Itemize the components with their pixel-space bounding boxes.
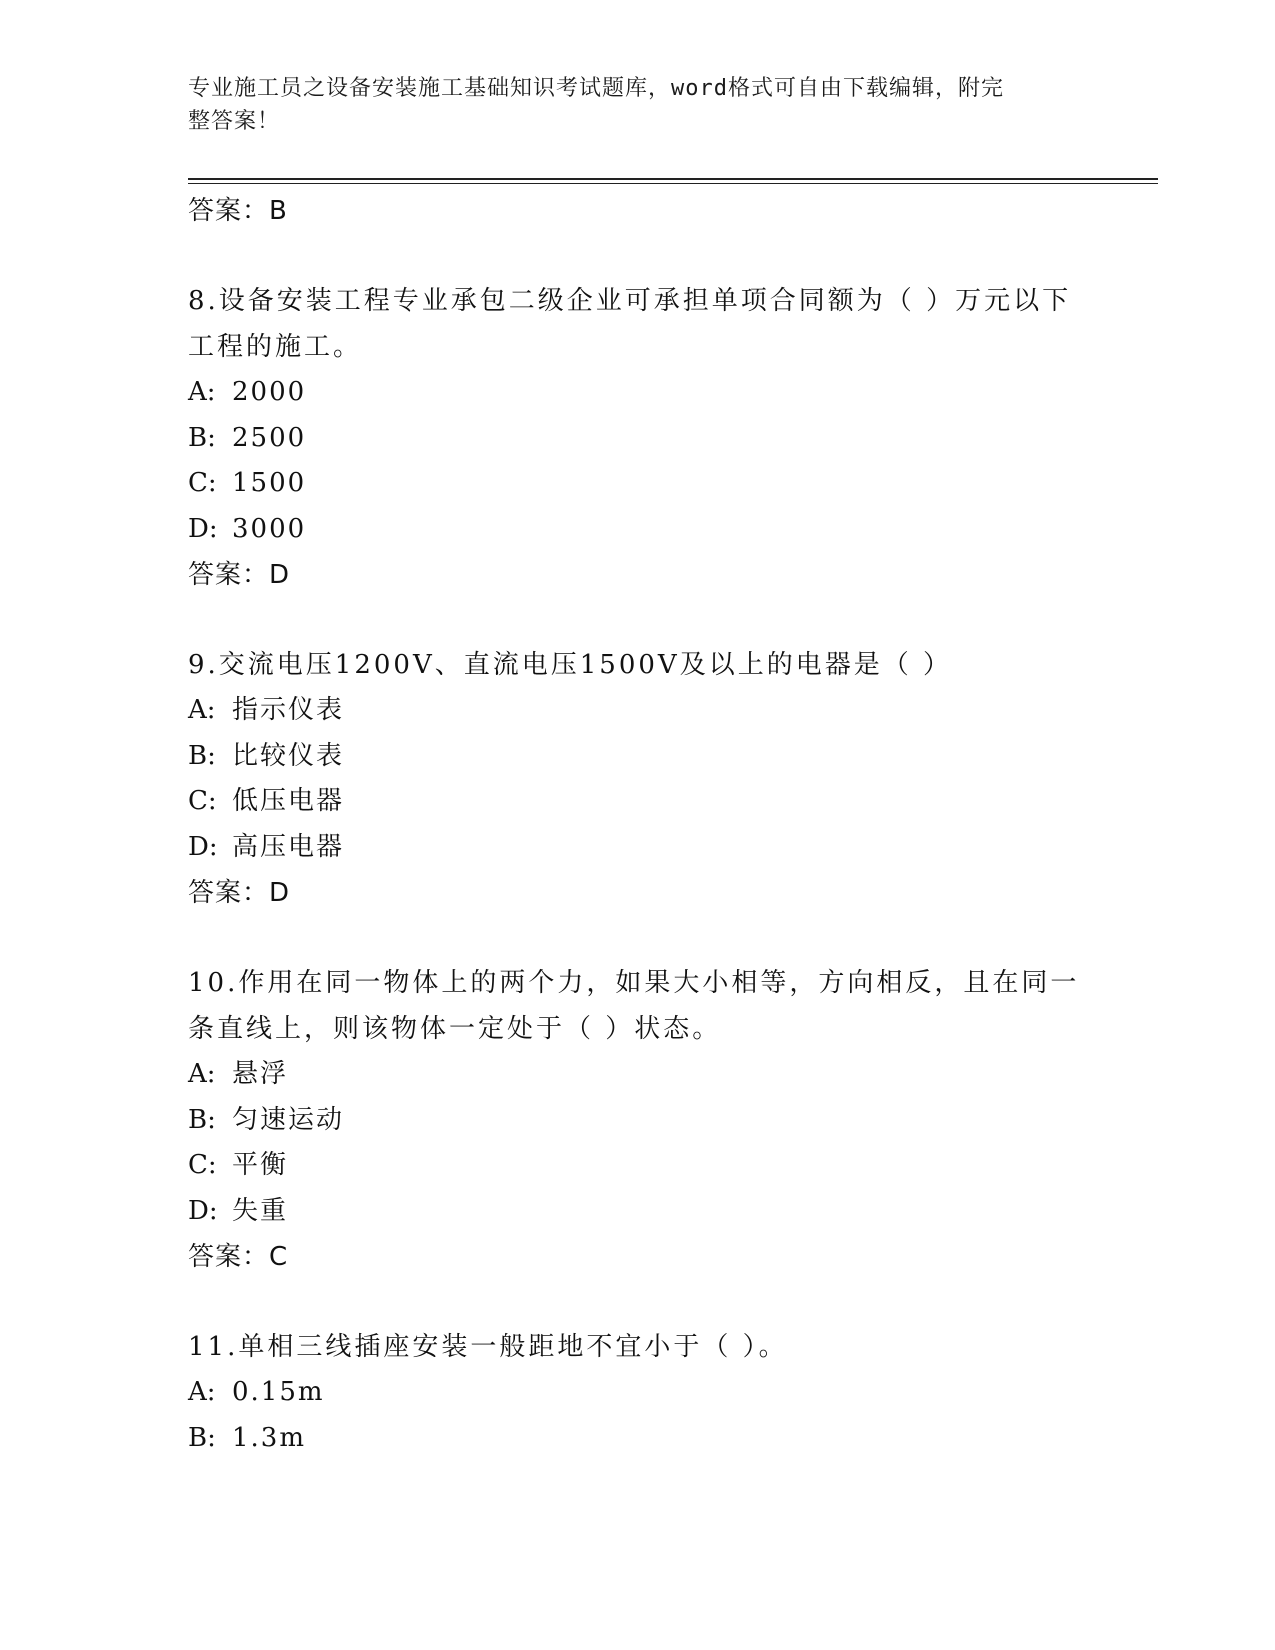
option-row bbox=[188, 461, 1088, 507]
header-line-1: 专业施工员之设备安装施工基础知识考试题库，word格式可自由下载编辑，附完 bbox=[188, 76, 1004, 101]
question-stem-line: 9.交流电压1200V、直流电压1500V及以上的电器是（ ） bbox=[188, 650, 952, 680]
option-key: A: bbox=[188, 1377, 216, 1407]
option-text: 1500 bbox=[232, 468, 307, 498]
option-key: C: bbox=[188, 1150, 217, 1180]
option-text: 2500 bbox=[232, 422, 307, 453]
question-block bbox=[188, 278, 1088, 598]
option-text: 失重 bbox=[232, 1195, 289, 1226]
option-row bbox=[188, 1143, 1088, 1189]
option-row bbox=[188, 1416, 1088, 1462]
option-text: 3000 bbox=[232, 513, 307, 544]
question-stem-line: 11.单相三线插座安装一般距地不宜小于（ ）。 bbox=[188, 1332, 788, 1362]
option-text: 0.15m bbox=[232, 1377, 325, 1407]
option-row bbox=[188, 416, 1088, 462]
question-stem-line: 10.作用在同一物体上的两个力，如果大小相等，方向相反，且在同一 bbox=[188, 968, 1080, 998]
option-row bbox=[188, 1052, 1088, 1098]
option-row bbox=[188, 370, 1088, 416]
option-text: 平衡 bbox=[232, 1150, 289, 1180]
question-stem-line: 8.设备安装工程专业承包二级企业可承担单项合同额为（ ）万元以下 bbox=[188, 286, 1072, 316]
answer-line: 答案：C bbox=[188, 1242, 289, 1272]
option-key: B: bbox=[188, 1104, 216, 1135]
option-row bbox=[188, 1370, 1088, 1416]
option-row bbox=[188, 507, 1088, 553]
option-row bbox=[188, 1189, 1088, 1235]
question-block bbox=[188, 1324, 1088, 1461]
previous-answer: 答案：B bbox=[188, 196, 288, 226]
option-key: C: bbox=[188, 786, 217, 816]
questions-content bbox=[188, 188, 1088, 1461]
option-row bbox=[188, 825, 1088, 871]
option-key: B: bbox=[188, 740, 216, 771]
option-key: D: bbox=[188, 831, 218, 862]
question-stem-line: 条直线上，则该物体一定处于（ ）状态。 bbox=[188, 1014, 722, 1044]
option-key: B: bbox=[188, 422, 216, 453]
option-key: A: bbox=[188, 695, 216, 725]
option-row bbox=[188, 688, 1088, 734]
option-key: A: bbox=[188, 1059, 216, 1089]
option-key: D: bbox=[188, 1195, 218, 1226]
option-key: A: bbox=[188, 377, 216, 407]
option-text: 匀速运动 bbox=[232, 1104, 345, 1135]
question-list bbox=[188, 278, 1088, 1461]
answer-line: 答案：D bbox=[188, 560, 291, 590]
question-stem-line: 工程的施工。 bbox=[188, 332, 363, 362]
question-block bbox=[188, 642, 1088, 916]
header-rule-thin bbox=[188, 183, 1158, 184]
option-text: 高压电器 bbox=[232, 831, 345, 862]
option-text: 比较仪表 bbox=[232, 740, 345, 771]
option-row bbox=[188, 779, 1088, 825]
option-text: 低压电器 bbox=[232, 786, 345, 816]
header-line-2: 整答案！ bbox=[188, 109, 281, 134]
option-text: 指示仪表 bbox=[232, 695, 345, 725]
header-rule-thick bbox=[188, 178, 1158, 180]
option-key: C: bbox=[188, 468, 217, 498]
option-row bbox=[188, 1098, 1088, 1144]
document-header bbox=[188, 72, 1088, 138]
option-text: 1.3m bbox=[232, 1422, 307, 1453]
option-key: D: bbox=[188, 513, 218, 544]
option-key: B: bbox=[188, 1422, 216, 1453]
option-row bbox=[188, 734, 1088, 780]
option-text: 2000 bbox=[232, 377, 307, 407]
question-block bbox=[188, 960, 1088, 1280]
option-text: 悬浮 bbox=[232, 1059, 289, 1089]
answer-line: 答案：D bbox=[188, 878, 291, 908]
